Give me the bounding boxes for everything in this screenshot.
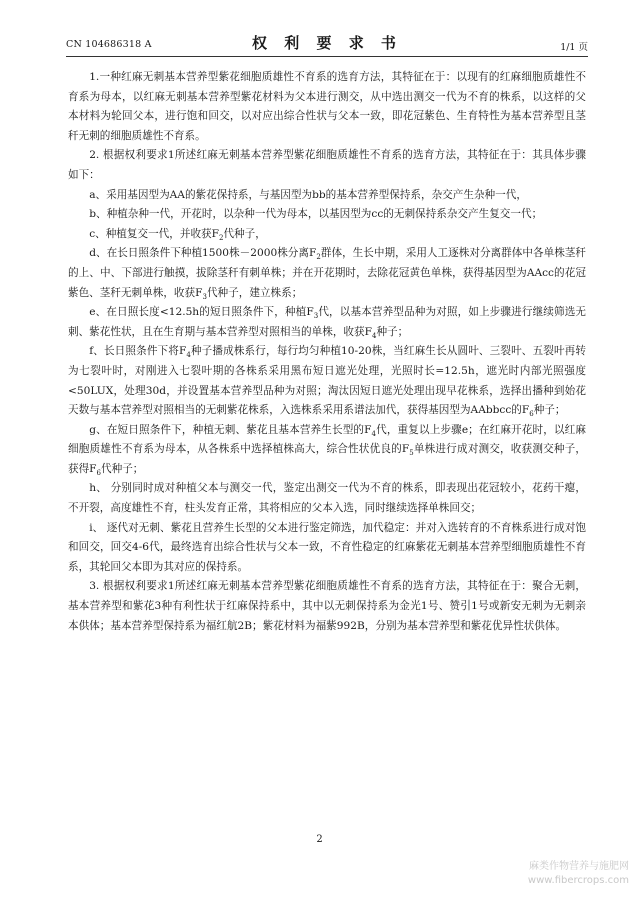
page-header bbox=[66, 30, 588, 52]
claim-2-intro: 2. 根据权利要求1所述红麻无刺基本营养型紫花细胞质雄性不育系的选育方法，其特征在于：其具体步骤如下： bbox=[68, 149, 586, 181]
claim-2-step-f: f、长日照条件下将$F_4$种子播成株系行，每行均匀种植10-20株，当红麻生长从圆叶、三裂叶、五裂叶再转为七裂叶时，对刚进入七裂叶期的各株系采用黑布短日遮光处理，光照时长=12.5h，遮光时内部光照强度<50LUX，处理30d，并设置基本营养型品种为对照；淘汰因短日遮光处理出现早花株系，选择出播种到始花天数与基本营养型对照相当的无刺紫花株系，入选株系采用系谱法加代，获得基因型为AAbbcc的$F_6$种子； bbox=[68, 345, 586, 419]
claim-2-step-h: h、 分别同时成对种植父本与测交一代，鉴定出测交一代为不育的株系，即表现出花冠较小，花药干瘪，不开裂，高度雄性不育，柱头发育正常，其将相应的父本入选，同时继续选择单株回交； bbox=[68, 482, 586, 515]
watermark-site-name: 麻类作物营养与施肥网 bbox=[529, 861, 629, 872]
watermark-url: www.fibercrops.com bbox=[527, 875, 629, 886]
claim-2-step-g: g、在短日照条件下，种植无刺、紫花且基本营养生长型的$F_4$代，重复以上步骤e；在红麻开花时，以红麻细胞质雄性不育系为母本，从各株系中选择植株高大，综合性状优良的$F_5$单株进行成对测交，收获测交种子，获得$F_6$代种子； bbox=[68, 423, 587, 477]
claims-body bbox=[68, 68, 586, 636]
claim-2-step-b: b、种植杂种一代，开花时，以杂种一代为母本，以基因型为cc的无刺保持系杂交产生复交一代； bbox=[89, 208, 543, 221]
claim-1: 1.一种红麻无刺基本营养型紫花细胞质雄性不育系的选育方法，其特征在于：以现有的红麻细胞质雄性不育系为母本，以红麻无刺基本营养型紫花材料为父本进行测交，从中选出测交一代为不育的株系，以这样的父本材料为轮回父本，进行饱和回交，以对应出综合性状与父本一致，即花冠紫色、生育特性为基本营养型且茎秆无刺的细胞质雄性不育系。 bbox=[68, 71, 586, 142]
page-number: 2 bbox=[316, 834, 323, 845]
claim-2-step-c: c、种植复交一代，并收获$F_2$代种子， bbox=[89, 227, 266, 242]
claim-2-step-d: d、在长日照条件下种植1500株－2000株分离$F_2$群体，生长中期，采用人工逐株对分离群体中各单株茎秆的上、中、下部进行触摸，拔除茎秆有刺单株；并在开花期时，去除花冠黄色单株，获得基因型为AAcc的花冠紫色、茎秆无刺单株，收获$F_3$代种子，建立株系； bbox=[68, 247, 587, 301]
document-title: 权 利 要 求 书 bbox=[252, 34, 402, 52]
claim-3: 3. 根据权利要求1所述红麻无刺基本营养型紫花细胞质雄性不育系的选育方法，其特征在于：聚合无刺，基本营养型和紫花3种有利性状于红麻保持系中，其中以无刺保持系为金光1号、赞引1号或新安无刺为无刺亲本供体；基本营养型保持系为福红航2B；紫花材料为福紫992B，分别为基本营养型和紫花优异性状供体。 bbox=[68, 580, 586, 632]
page-indicator: 1/1 页 bbox=[560, 42, 588, 53]
patent-number: CN 104686318 A bbox=[66, 39, 152, 50]
claim-2-step-a: a、采用基因型为AA的紫花保持系，与基因型为bb的基本营养型保持系，杂交产生杂种一代， bbox=[89, 188, 527, 201]
claim-2-step-i: i、 逐代对无刺、紫花且营养生长型的父本进行鉴定筛选，加代稳定：并对入选转育的不育株系进行成对饱和回交，回交4-6代，最终选育出综合性状与父本一致，不育性稳定的红麻紫花无刺基本营养型细胞质雄性不育系，其轮回父本即为其对应的保持系。 bbox=[68, 521, 586, 573]
watermark bbox=[528, 860, 629, 888]
claim-2-step-e: e、在日照长度<12.5h的短日照条件下，种植$F_3$代，以基本营养型品种为对照，如上步骤进行继续筛选无刺、紫花性状，且在生育期与基本营养型对照相当的单株，收获$F_4$种子； bbox=[68, 306, 587, 340]
header-rule bbox=[66, 56, 588, 57]
